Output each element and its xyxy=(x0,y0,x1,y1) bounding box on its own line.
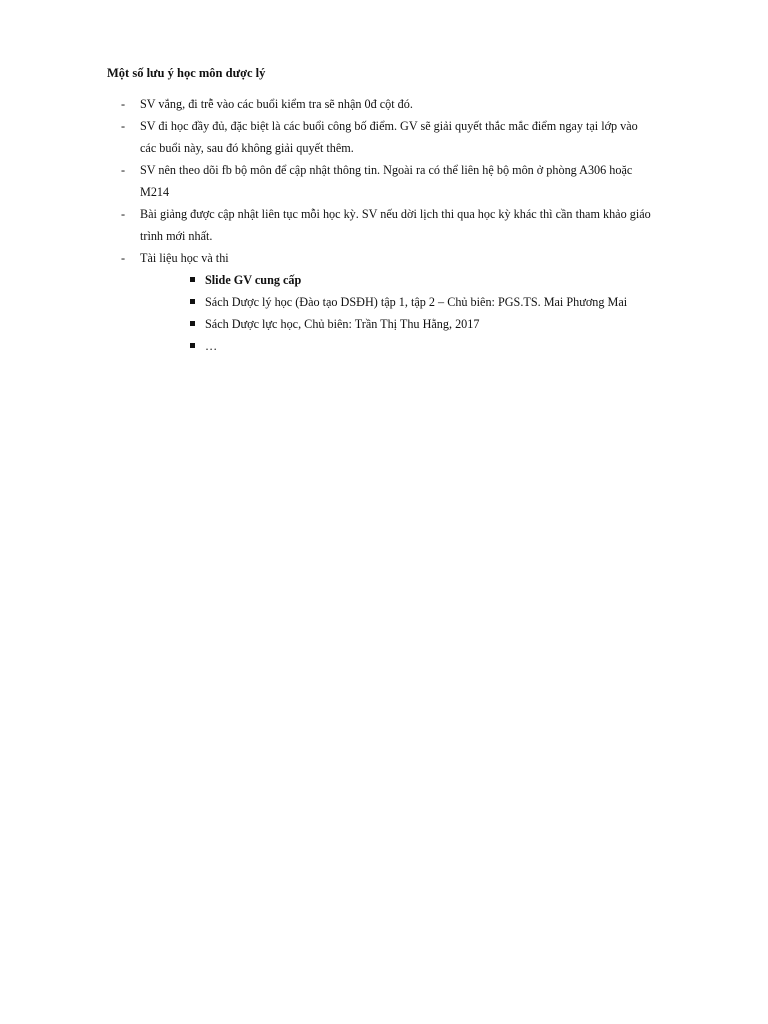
dash-marker: - xyxy=(121,207,126,221)
material-text: Sách Dược lý học (Đào tạo DSĐH) tập 1, tập 2 – Chủ biên: PGS.TS. Mai Phương Mai xyxy=(205,295,628,309)
note-line: trình mới nhất. xyxy=(140,229,213,243)
material-text: … xyxy=(205,339,218,353)
material-item xyxy=(140,313,680,335)
note-line: Tài liệu học và thi xyxy=(140,251,229,265)
note-item-contact xyxy=(0,159,680,203)
dash-marker: - xyxy=(121,119,126,133)
square-bullet-icon xyxy=(190,299,195,304)
note-item-lectures xyxy=(0,203,680,247)
note-line: M214 xyxy=(140,185,170,199)
material-text: Sách Dược lực học, Chủ biên: Trần Thị Thu Hằng, 2017 xyxy=(205,317,480,331)
dash-marker: - xyxy=(121,163,126,177)
note-item-attendance xyxy=(0,115,680,159)
note-item-materials xyxy=(0,247,680,357)
dash-marker: - xyxy=(121,251,126,265)
square-bullet-icon xyxy=(190,321,195,326)
note-line: SV đi học đầy đủ, đặc biệt là các buổi công bố điểm. GV sẽ giải quyết thắc mắc điểm ngay tại lớp vào xyxy=(140,119,638,133)
material-item xyxy=(140,291,680,313)
note-line: các buổi này, sau đó không giải quyết thêm. xyxy=(140,141,354,155)
material-item xyxy=(140,335,680,357)
notes-list xyxy=(0,93,768,357)
note-line: SV vắng, đi trễ vào các buổi kiểm tra sẽ nhận 0đ cột đó. xyxy=(140,97,413,111)
square-bullet-icon xyxy=(190,343,195,348)
note-item-absence xyxy=(0,93,680,115)
material-text: Slide GV cung cấp xyxy=(205,273,302,287)
document-title: Một số lưu ý học môn dược lý xyxy=(107,66,266,80)
square-bullet-icon xyxy=(190,277,195,282)
note-line: SV nên theo dõi fb bộ môn để cập nhật thông tin. Ngoài ra có thể liên hệ bộ môn ở phòng A306 hoặc xyxy=(140,163,633,177)
material-item xyxy=(140,269,680,291)
materials-list xyxy=(140,269,680,357)
note-line: Bài giảng được cập nhật liên tục mỗi học kỳ. SV nếu dời lịch thi qua học kỳ khác thì cần tham khảo giáo xyxy=(140,207,651,221)
dash-marker: - xyxy=(121,97,126,111)
